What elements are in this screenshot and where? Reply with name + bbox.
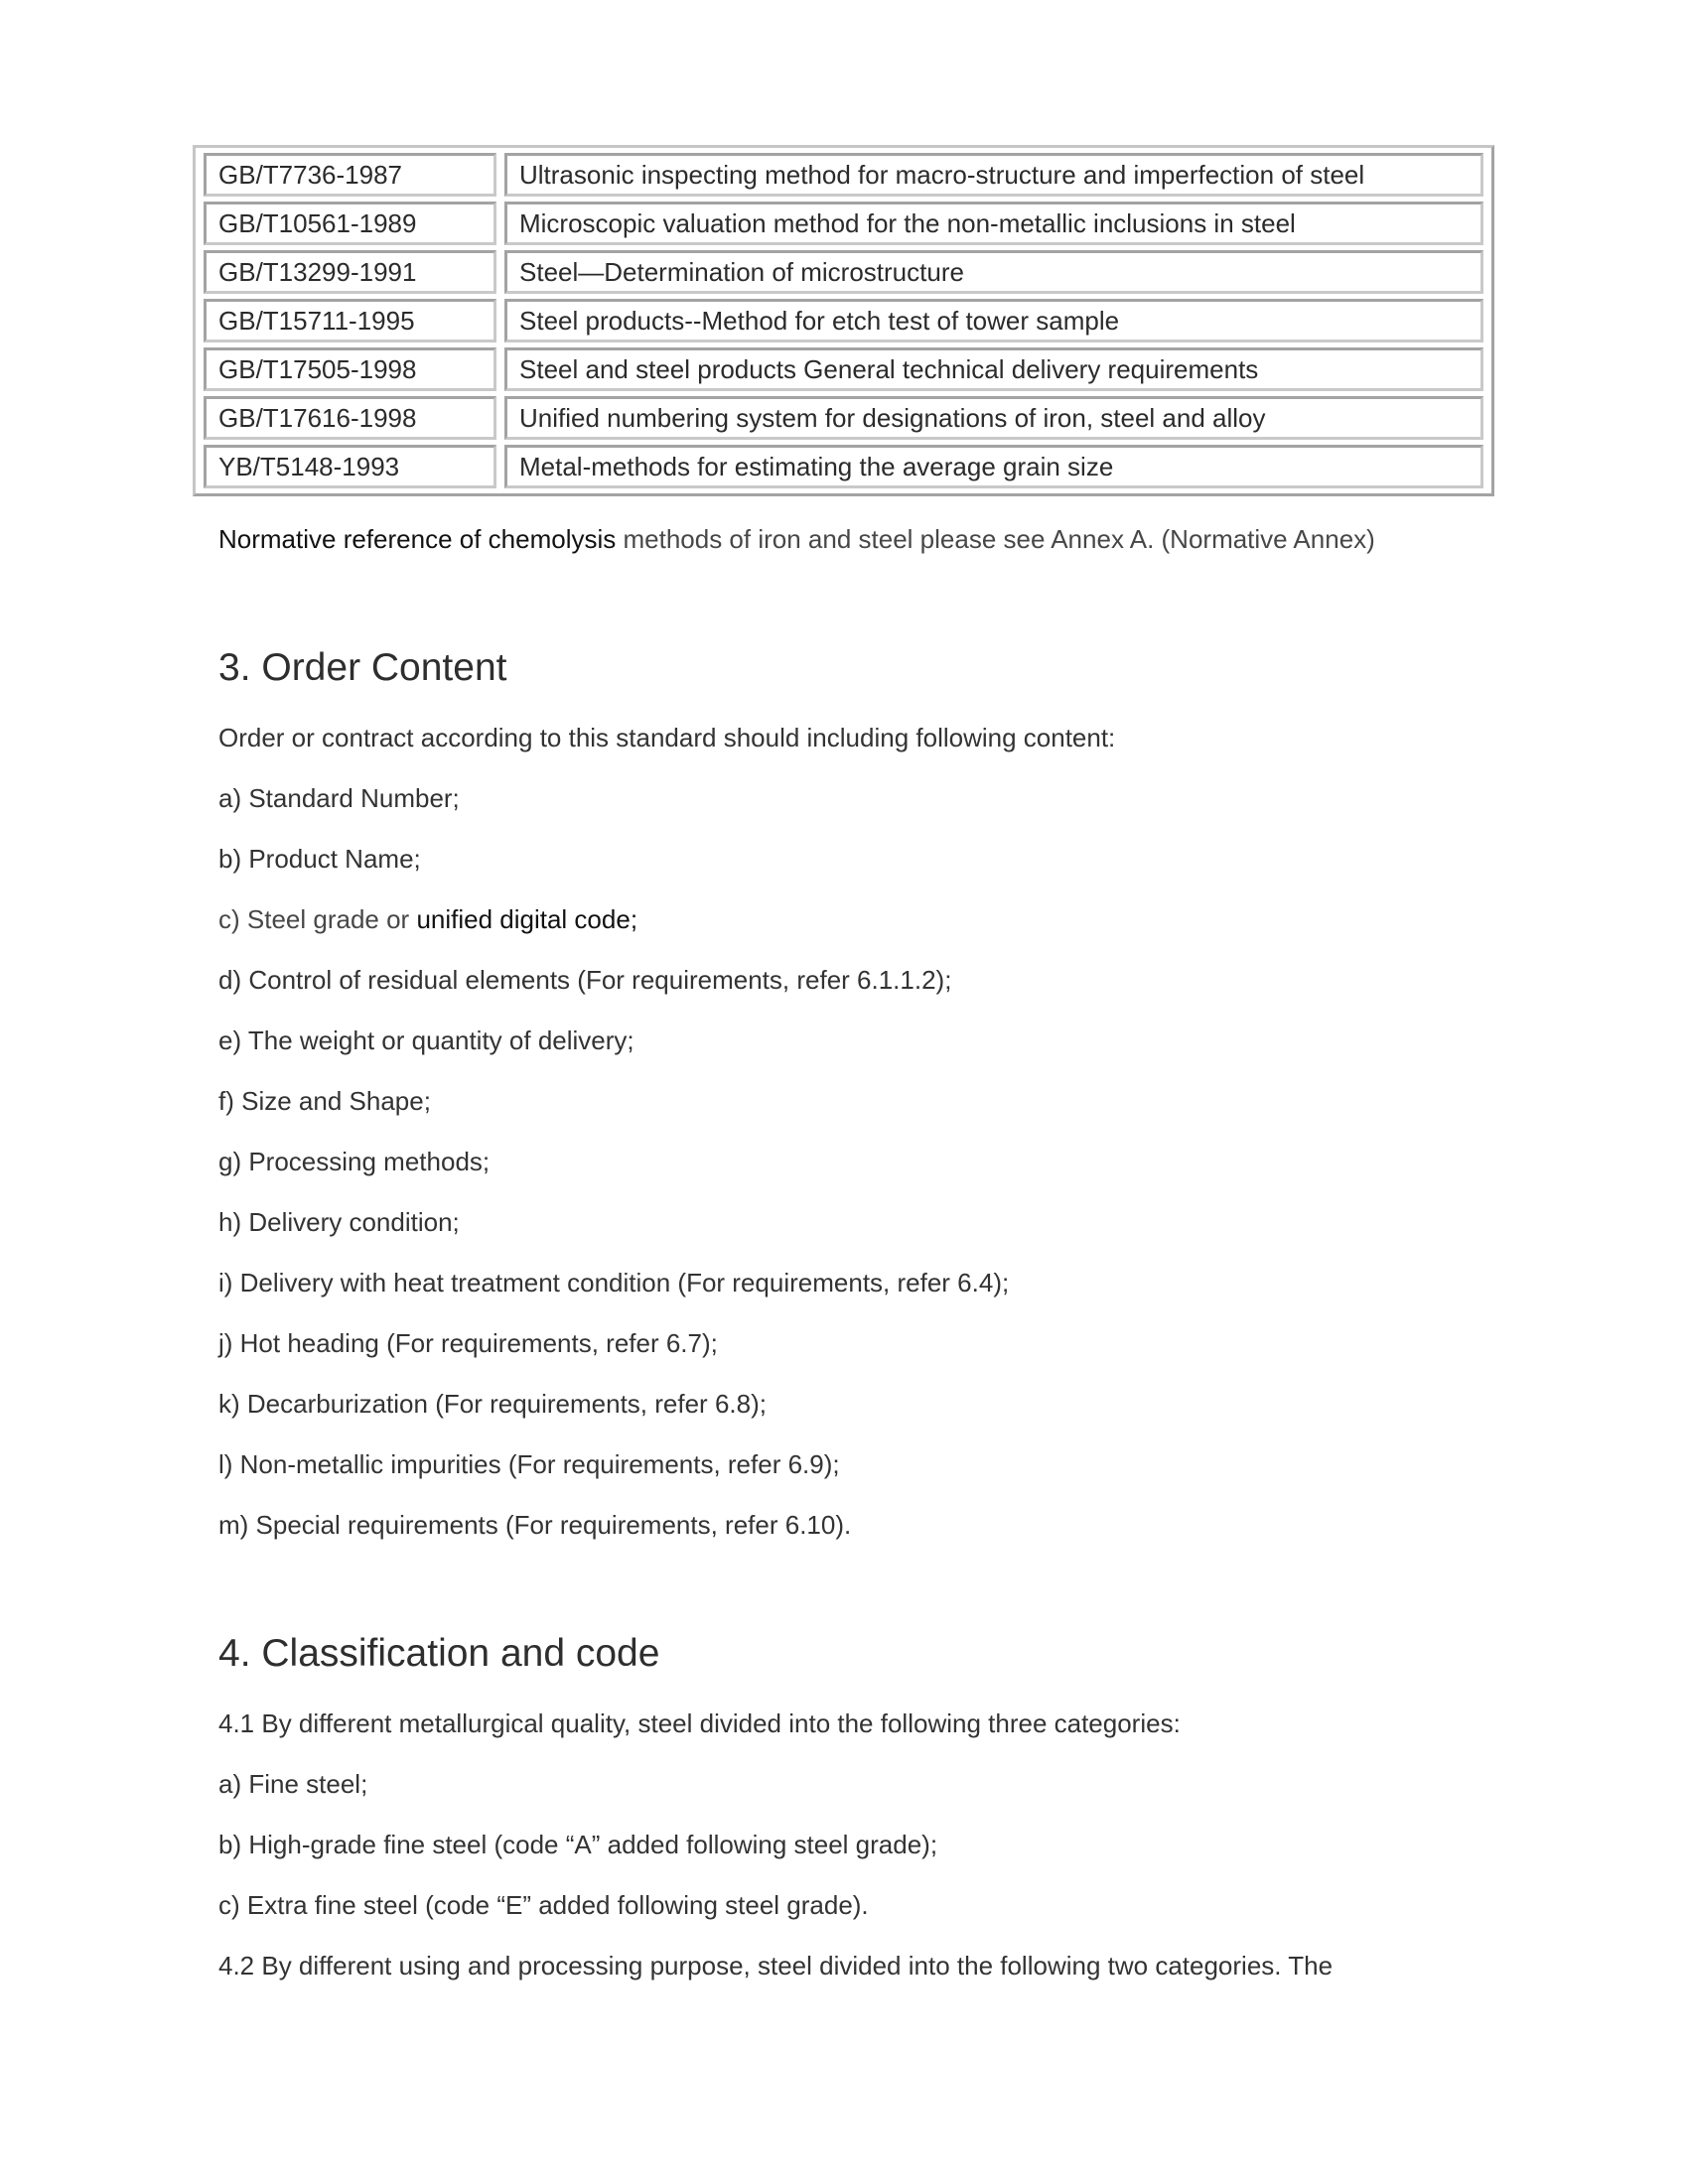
standard-title-cell: Steel products--Method for etch test of tower sample xyxy=(504,299,1483,342)
order-item-text: l) Non-metallic impurities (For requirements, refer 6.9); xyxy=(218,1449,840,1479)
standard-title-cell: Steel—Determination of microstructure xyxy=(504,250,1483,294)
order-item-emphasis: unified digital code; xyxy=(416,904,638,934)
order-item-text: i) Delivery with heat treatment condition (For requirements, refer 6.4); xyxy=(218,1268,1010,1297)
section-3-intro: Order or contract according to this standard should including following content: xyxy=(218,723,1116,752)
table-row xyxy=(204,445,1483,488)
standard-code-cell: GB/T15711-1995 xyxy=(204,299,496,342)
standard-code-cell: YB/T5148-1993 xyxy=(204,445,496,488)
clause-4-2: 4.2 By different using and processing purpose, steel divided into the following two categories. The xyxy=(218,1951,1334,1980)
order-item-text: c) Steel grade or xyxy=(218,904,417,934)
standard-code-cell: GB/T17616-1998 xyxy=(204,396,496,440)
section-4-heading: 4. Classification and code xyxy=(218,1632,660,1675)
order-item-text: b) Product Name; xyxy=(218,844,421,874)
standard-code-cell: GB/T17505-1998 xyxy=(204,347,496,391)
order-item-text: j) Hot heading (For requirements, refer 6.7); xyxy=(218,1328,718,1358)
order-item-g xyxy=(218,1147,1688,1176)
standard-title-cell: Metal-methods for estimating the average grain size xyxy=(504,445,1483,488)
order-item-b xyxy=(218,844,1688,874)
normative-note-emphasis: Normative reference of chemolysis xyxy=(218,524,617,554)
table-row xyxy=(204,299,1483,342)
order-item-j xyxy=(218,1328,1688,1358)
table-row xyxy=(204,202,1483,245)
order-item-text: f) Size and Shape; xyxy=(218,1086,431,1116)
table-row xyxy=(204,396,1483,440)
order-item-i xyxy=(218,1268,1688,1297)
order-item-d xyxy=(218,965,1688,995)
references-table xyxy=(193,145,1494,496)
order-item-text: d) Control of residual elements (For requirements, refer 6.1.1.2); xyxy=(218,965,952,995)
clause-4-1: 4.1 By different metallurgical quality, steel divided into the following three categories: xyxy=(218,1708,1181,1738)
standard-code-cell: GB/T13299-1991 xyxy=(204,250,496,294)
table-row xyxy=(204,347,1483,391)
standard-code-cell: GB/T10561-1989 xyxy=(204,202,496,245)
order-item-f xyxy=(218,1086,1688,1116)
standard-title-cell: Ultrasonic inspecting method for macro-structure and imperfection of steel xyxy=(504,153,1483,197)
order-item-c xyxy=(218,904,1688,934)
normative-note xyxy=(218,524,1688,554)
table-row xyxy=(204,153,1483,197)
standard-code-cell: GB/T7736-1987 xyxy=(204,153,496,197)
normative-note-rest: methods of iron and steel please see Annex A. (Normative Annex) xyxy=(616,524,1375,554)
class-item-c: c) Extra fine steel (code “E” added following steel grade). xyxy=(218,1890,869,1920)
order-item-k xyxy=(218,1389,1688,1419)
order-item-a xyxy=(218,783,1688,813)
order-item-m xyxy=(218,1510,1688,1540)
table-row xyxy=(204,250,1483,294)
order-item-e xyxy=(218,1025,1688,1055)
order-item-l xyxy=(218,1449,1688,1479)
order-item-text: e) The weight or quantity of delivery; xyxy=(218,1025,634,1055)
order-item-text: k) Decarburization (For requirements, refer 6.8); xyxy=(218,1389,767,1419)
standard-title-cell: Unified numbering system for designations of iron, steel and alloy xyxy=(504,396,1483,440)
order-item-text: h) Delivery condition; xyxy=(218,1207,460,1237)
order-item-text: g) Processing methods; xyxy=(218,1147,491,1176)
order-item-text: a) Standard Number; xyxy=(218,783,460,813)
standard-title-cell: Microscopic valuation method for the non-metallic inclusions in steel xyxy=(504,202,1483,245)
standard-title-cell: Steel and steel products General technical delivery requirements xyxy=(504,347,1483,391)
class-item-b: b) High-grade fine steel (code “A” added following steel grade); xyxy=(218,1830,938,1859)
order-item-h xyxy=(218,1207,1688,1237)
order-item-text: m) Special requirements (For requirements, refer 6.10). xyxy=(218,1510,852,1540)
class-item-a: a) Fine steel; xyxy=(218,1769,368,1799)
section-3-heading: 3. Order Content xyxy=(218,646,507,689)
